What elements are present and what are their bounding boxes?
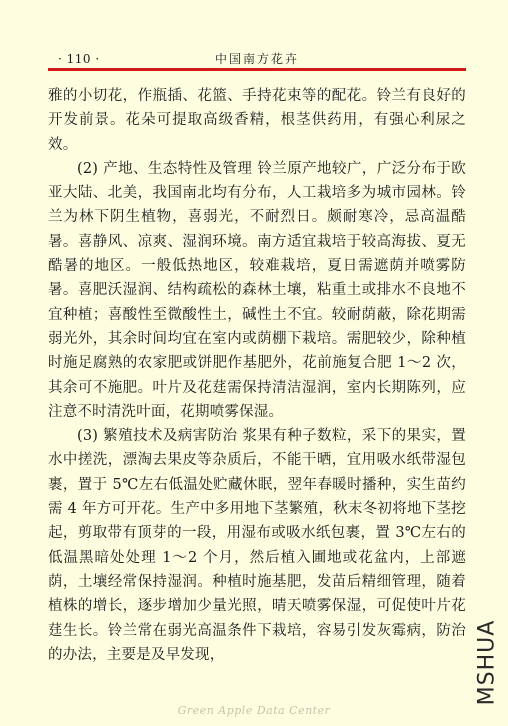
running-title: 中国南方花卉 — [214, 52, 299, 66]
header-rule — [48, 68, 466, 71]
paragraph-2: (2) 产地、生态特性及管理 铃兰原产地较广，广泛分布于欧亚大陆、北美，我国南北均有分布，人工栽培多为城市园林。铃兰为林下阴生植物，喜弱光，不耐烈日。颇耐寒冷，忌高温酷暑。喜静风、凉爽、湿润环境。南方适宜栽培于较高海拔、夏无酷暑的地区。一般低热地区，较难栽培，夏日需遮荫并喷雾防暑。喜肥沃湿润、结构疏松的森林土壤，粘重土或排水不良地不宜种植；喜酸性至微酸性土，碱性土不宜。较耐荫蔽，除花期需弱光外，其余时间均宜在室内或荫棚下栽培。需肥较少，除种植时施足腐熟的农家肥或饼肥作基肥外，花前施复合肥 1～2 次，其余可不施肥。叶片及花莛需保持清洁湿润，室内长期陈列，应注意不时清洗叶面，花期喷雾保湿。 — [48, 160, 466, 420]
paragraph-1: 雅的小切花，作瓶插、花篮、手持花束等的配花。铃兰有良好的开发前景。花朵可提取高级香精，根茎供药用，有强心利尿之效。 — [48, 88, 466, 153]
running-header — [48, 50, 466, 68]
page-number: · 110 · — [58, 52, 100, 66]
body-text — [48, 84, 466, 667]
footer-watermark: Green Apple Data Center — [177, 704, 331, 717]
paragraph-3: (3) 繁殖技术及病害防治 浆果有种子数粒，采下的果实，置水中搓洗，漂淘去果皮等杂质后，不能干晒，宜用吸水纸带湿包裹，置于 5℃左右低温处贮藏休眠，翌年春暖时播种，实生苗约需 4 年方可开花。生产中多用地下茎繁殖，秋末冬初将地下茎挖起，剪取带有顶芽的一段，用湿布或吸水纸包裹，置 3℃左右的低温黑暗处处理 1～2 个月，然后植入圃地或花盆内，上部遮荫，土壤经常保持湿润。种植时施基肥，发苗后精细管理，随着植株的增长，逐步增加少量光照，晴天喷雾保湿，可促使叶片花莛生长。铃兰常在弱光高温条件下栽培，容易引发灰霉病，防治的办法，主要是及早发现， — [48, 428, 466, 663]
side-watermark — [474, 612, 500, 712]
side-watermark-text: MSHUA — [474, 619, 500, 705]
